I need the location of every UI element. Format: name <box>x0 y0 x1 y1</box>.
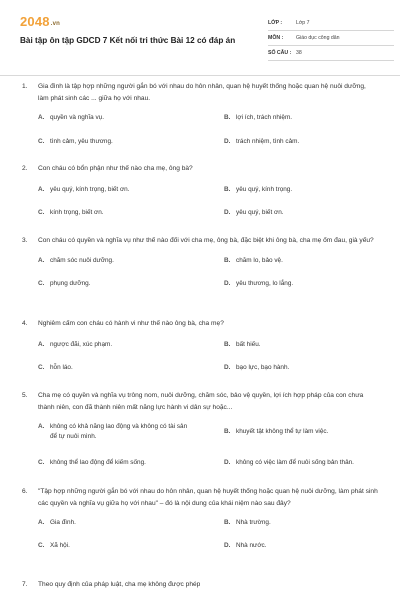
option-c[interactable] <box>38 137 208 147</box>
option-letter: D. <box>224 279 231 287</box>
option-b[interactable] <box>224 113 394 123</box>
option-text: không thể lao động để kiếm sống. <box>50 459 146 466</box>
option-text: trách nhiệm, tình cảm. <box>236 138 300 145</box>
option-text: Nhà nước. <box>236 542 267 549</box>
question-stem <box>22 163 378 175</box>
answer-options <box>38 256 378 300</box>
option-a[interactable] <box>38 185 208 195</box>
option-letter: C. <box>38 363 45 371</box>
option-text: yêu quý, kính trọng. <box>236 185 293 193</box>
option-letter: B. <box>224 185 231 193</box>
question-4 <box>22 318 378 384</box>
option-a[interactable] <box>38 422 188 442</box>
option-text: không có việc làm để nuôi sống bản thân. <box>236 459 354 466</box>
option-letter: D. <box>224 459 231 466</box>
meta-class-row <box>268 16 394 31</box>
answer-options <box>38 113 378 157</box>
option-letter: A. <box>38 340 45 348</box>
option-letter: D. <box>224 138 231 145</box>
option-b[interactable] <box>224 340 394 350</box>
meta-count-value: 38 <box>296 50 302 56</box>
question-number: 2. <box>22 165 28 172</box>
question-text: Con cháu có quyền và nghĩa vụ như thế nào đối với cha mẹ, ông bà, đặc biệt khi ông bà, cha mẹ ốm đau, già yếu? <box>38 237 374 244</box>
meta-subject-value: Giáo dục công dân <box>296 35 340 41</box>
answer-options <box>38 185 378 229</box>
answer-options <box>38 518 378 562</box>
option-d[interactable] <box>224 541 394 551</box>
question-text: Cha mẹ có quyền và nghĩa vụ trông nom, nuôi dưỡng, chăm sóc, bảo vệ quyền, lợi ích hợp pháp của con chưa thành niên, con đã thành niên mất năng lực hành vi dân sự hoặc... <box>38 392 364 411</box>
question-text: Nghiêm cấm con cháu có hành vi như thế nào ông bà, cha mẹ? <box>38 320 224 327</box>
option-a[interactable] <box>38 113 208 123</box>
option-letter: B. <box>224 114 231 121</box>
option-letter: C. <box>38 459 45 466</box>
option-text: Xã hội. <box>50 542 70 549</box>
option-a[interactable] <box>38 256 208 266</box>
question-text: Gia đình là tập hợp những người gắn bó với nhau do hôn nhân, quan hệ huyết thống hoặc quan hệ nuôi dưỡng, làm phát sinh các ... giữa họ với nhau. <box>38 83 366 102</box>
meta-subject-row <box>268 31 394 46</box>
option-text: chăm lo, bảo vệ. <box>236 256 283 264</box>
site-logo[interactable] <box>20 14 60 29</box>
option-letter: A. <box>38 256 45 264</box>
option-letter: B. <box>224 256 231 264</box>
option-letter: C. <box>38 138 45 145</box>
option-c[interactable] <box>38 541 208 551</box>
option-text: ngược đãi, xúc phạm. <box>50 340 113 348</box>
question-stem <box>22 318 378 330</box>
option-letter: A. <box>38 185 45 193</box>
logo-suffix: .vn <box>50 21 61 27</box>
question-1 <box>22 81 378 157</box>
question-stem <box>22 486 378 509</box>
question-number: 1. <box>22 83 28 90</box>
question-2 <box>22 163 378 229</box>
question-number: 4. <box>22 320 28 327</box>
option-b[interactable] <box>224 518 394 528</box>
option-text: yêu thương, lo lắng. <box>236 279 294 287</box>
option-c[interactable] <box>38 458 208 468</box>
option-c[interactable] <box>38 279 208 289</box>
option-c[interactable] <box>38 208 208 218</box>
option-c[interactable] <box>38 363 208 373</box>
question-stem <box>22 579 378 591</box>
question-number: 6. <box>22 488 28 495</box>
option-d[interactable] <box>224 208 394 218</box>
option-letter: A. <box>38 519 45 526</box>
option-letter: A. <box>38 114 45 121</box>
question-text: "Tập hợp những người gắn bó với nhau do hôn nhân, quan hệ huyết thống hoặc quan hệ nuôi dưỡng, làm phát sinh các quyền và nghĩa vụ giữa họ với nhau" – đó là nội dung của khái niệm nào sau đây? <box>38 488 378 507</box>
option-letter: B. <box>224 428 231 435</box>
question-7 <box>22 579 378 591</box>
option-text: bạo lực, bạo hành. <box>236 363 290 371</box>
option-letter: C. <box>38 542 45 549</box>
document-title: Bài tập ôn tập GDCD 7 Kết nối tri thức Bài 12 có đáp án <box>20 36 236 45</box>
option-d[interactable] <box>224 363 394 373</box>
option-text: không có khả năng lao động và không có tài sản để tự nuôi mình. <box>50 423 188 440</box>
option-text: Nhà trường. <box>236 519 271 526</box>
answer-options <box>38 422 378 480</box>
header-divider <box>0 75 400 76</box>
option-text: khuyết tật không thể tự làm việc. <box>236 428 329 435</box>
meta-count-label: SỐ CÂU : <box>268 50 292 56</box>
question-3 <box>22 235 378 300</box>
option-text: lợi ích, trách nhiệm. <box>236 114 293 121</box>
option-letter: D. <box>224 208 231 216</box>
meta-class-value: Lớp 7 <box>296 20 310 26</box>
option-b[interactable] <box>224 256 394 266</box>
option-text: kính trọng, biết ơn. <box>50 208 104 216</box>
document-meta <box>268 16 394 61</box>
page-header <box>16 14 384 66</box>
option-text: yêu quý, kính trọng, biết ơn. <box>50 185 130 193</box>
option-letter: B. <box>224 340 231 348</box>
option-d[interactable] <box>224 279 394 289</box>
option-text: yêu quý, biết ơn. <box>236 208 284 216</box>
meta-class-label: LỚP : <box>268 20 283 26</box>
question-number: 3. <box>22 237 28 244</box>
meta-count-row <box>268 46 394 61</box>
option-b[interactable] <box>224 427 394 437</box>
option-text: quyền và nghĩa vụ. <box>50 114 105 121</box>
option-letter: C. <box>38 208 45 216</box>
option-text: hỗn láo. <box>50 363 73 371</box>
question-stem <box>22 390 378 413</box>
question-text: Theo quy định của pháp luật, cha mẹ không được phép <box>38 581 201 588</box>
option-text: Gia đình. <box>50 519 76 526</box>
option-text: phụng dưỡng. <box>50 279 91 287</box>
option-b[interactable] <box>224 185 394 195</box>
answer-options <box>38 340 378 384</box>
question-text: Con cháu có bổn phận như thế nào cha mẹ, ông bà? <box>38 165 193 172</box>
question-stem <box>22 81 378 104</box>
question-5 <box>22 390 378 480</box>
question-number: 5. <box>22 392 28 399</box>
question-6 <box>22 486 378 562</box>
option-text: chăm sóc nuôi dưỡng. <box>50 256 114 264</box>
option-letter: B. <box>224 519 231 526</box>
option-a[interactable] <box>38 340 208 350</box>
option-text: tình cảm, yêu thương. <box>50 138 113 145</box>
question-stem <box>22 235 378 247</box>
option-letter: D. <box>224 542 231 549</box>
option-d[interactable] <box>224 458 394 468</box>
option-d[interactable] <box>224 137 394 147</box>
option-letter: A. <box>38 423 45 430</box>
logo-number: 2048 <box>20 14 50 29</box>
meta-subject-label: MÔN : <box>268 35 284 41</box>
option-text: bất hiếu. <box>236 340 261 348</box>
option-letter: C. <box>38 279 45 287</box>
option-letter: D. <box>224 363 231 371</box>
question-number: 7. <box>22 581 28 588</box>
option-a[interactable] <box>38 518 208 528</box>
